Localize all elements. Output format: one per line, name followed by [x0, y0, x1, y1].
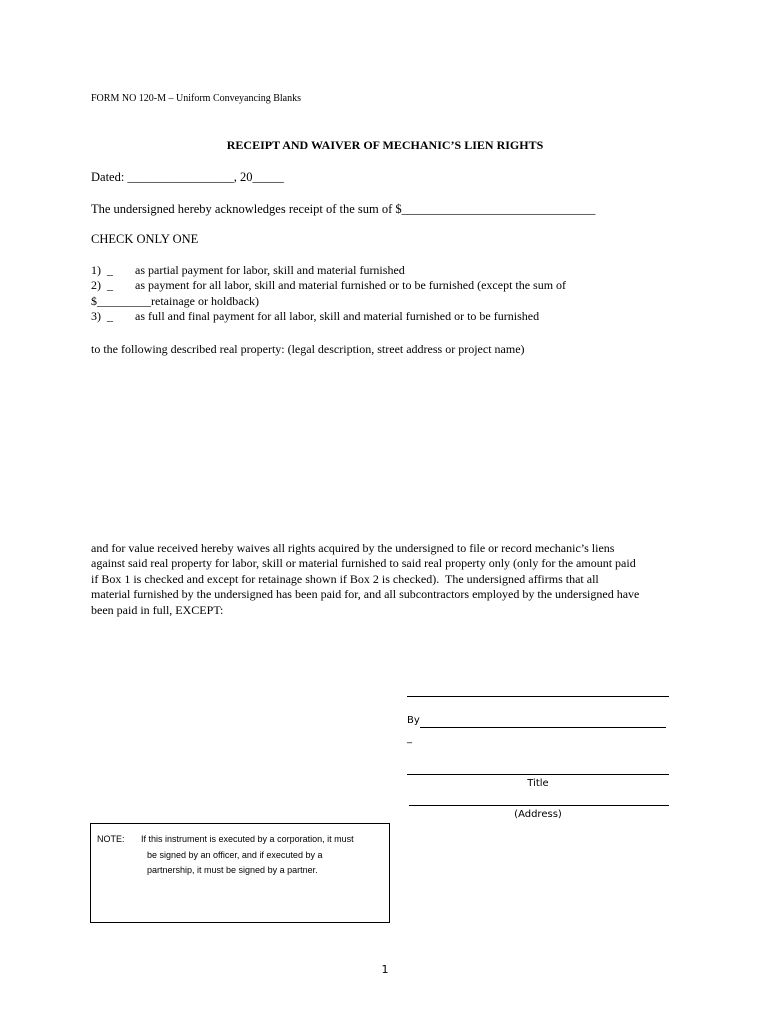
check-only-one-heading: CHECK ONLY ONE: [91, 232, 199, 246]
address-label: (Address): [514, 809, 562, 820]
note-label: NOTE:: [97, 834, 125, 844]
option-2-text: as payment for all labor, skill and material furnished or to be furnished (except the sum of: [135, 278, 567, 292]
waiver-line: been paid in full, EXCEPT:: [91, 602, 224, 617]
trailing-underscore: _: [407, 733, 412, 744]
document-title: RECEIPT AND WAIVER OF MECHANIC’S LIEN RIGHTS: [226, 138, 544, 152]
receipt-sum-line: The undersigned hereby acknowledges receipt of the sum of $_______________________________: [91, 202, 596, 216]
waiver-line: against said real property for labor, skill or material furnished to said real property only (only for the amount paid: [91, 556, 636, 571]
waiver-line: if Box 1 is checked and except for retainage shown if Box 2 is checked). The undersigned affirms that all: [91, 571, 599, 586]
by-signature-line: [420, 727, 666, 728]
note-line: If this instrument is executed by a corporation, it must: [141, 834, 354, 844]
property-description-label: to the following described real property: (legal description, street address or project name): [91, 342, 525, 356]
page-number: 1: [381, 963, 389, 976]
form-number: FORM NO 120-M – Uniform Conveyancing Blanks: [91, 93, 301, 104]
option-2-continuation: $_________retainage or holdback): [91, 294, 259, 308]
signature-line: [407, 696, 669, 697]
option-2-number: 2) _: [91, 278, 113, 292]
option-3-text: as full and final payment for all labor, skill and material furnished or to be furnished: [135, 309, 540, 323]
option-1-text: as partial payment for labor, skill and material furnished: [135, 263, 405, 277]
note-box: [90, 823, 390, 923]
note-line: be signed by an officer, and if executed by a: [147, 850, 323, 860]
title-line: [407, 774, 669, 775]
option-1-number: 1) _: [91, 263, 113, 277]
by-label: By: [407, 715, 420, 726]
dated-line: Dated: _________________, 20_____: [91, 170, 284, 184]
note-line: partnership, it must be signed by a partner.: [147, 865, 318, 875]
waiver-line: and for value received hereby waives all rights acquired by the undersigned to file or record mechanic’s liens: [91, 541, 615, 555]
waiver-paragraph: [91, 541, 691, 618]
option-3-number: 3) _: [91, 309, 113, 323]
title-label: Title: [527, 778, 549, 789]
address-line: [409, 805, 669, 806]
waiver-line: material furnished by the undersigned has been paid for, and all subcontractors employed by the undersigned have: [91, 587, 640, 602]
